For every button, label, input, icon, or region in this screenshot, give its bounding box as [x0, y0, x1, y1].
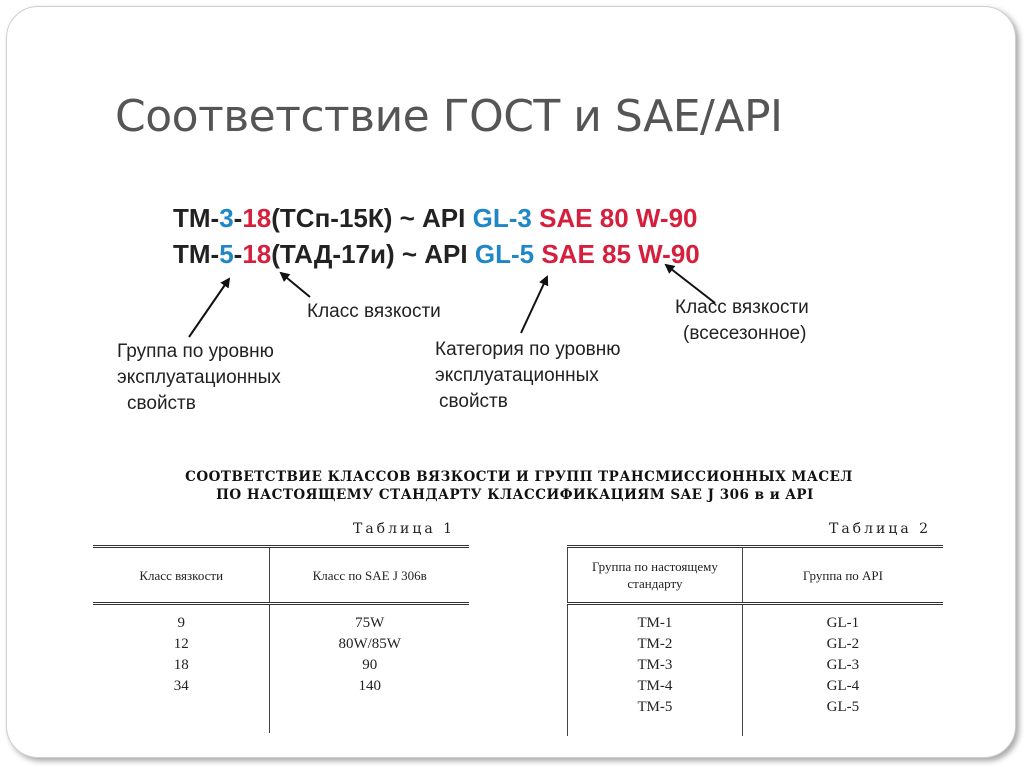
table1-cell: 12 — [93, 634, 270, 655]
code-sae-class: SAE 80 W-90 — [539, 203, 698, 233]
label-group-line2: эксплуатационных — [117, 367, 281, 388]
code-prefix: ТМ- — [173, 239, 220, 269]
code-api-category: GL-5 — [474, 239, 535, 269]
table-row — [93, 655, 469, 676]
arrow-viscosity-class — [281, 273, 310, 297]
code-viscosity-number: 18 — [242, 239, 272, 269]
arrow-api-category — [521, 277, 547, 333]
code-sae-class: SAE 85 W-90 — [541, 239, 700, 269]
table2-label: Таблица 2 — [829, 521, 932, 537]
table2-cell: GL-2 — [826, 636, 860, 652]
table-row — [93, 613, 469, 634]
table1-cell: 34 — [93, 676, 270, 697]
table-row — [568, 676, 944, 697]
label-viscosity-all-season-line2: (всесезонное) — [683, 323, 807, 344]
code-equivalent: (ТСп-15К) ~ API — [271, 203, 473, 233]
label-category-line1: Категория по уровню — [435, 339, 621, 360]
label-category-line2: эксплуатационных — [435, 365, 599, 386]
table2-cell: ТМ-4 — [568, 676, 743, 697]
label-viscosity-all-season-line1: Класс вязкости — [675, 297, 809, 318]
table2-cell: GL-4 — [826, 678, 860, 694]
code-group-number: 3 — [219, 203, 234, 233]
table-caption-line1: СООТВЕТСТВИЕ КЛАССОВ ВЯЗКОСТИ И ГРУПП ТРАНСМИССИОННЫХ МАСЕЛ — [185, 469, 853, 485]
table-api-groups — [567, 545, 943, 736]
table-row — [568, 634, 944, 655]
label-category-line3: свойств — [439, 391, 508, 412]
table-viscosity — [93, 545, 469, 733]
table2-header-api: Группа по API — [742, 547, 943, 604]
table1-cell: 90 — [362, 657, 378, 673]
table1-cell: 18 — [93, 655, 270, 676]
label-viscosity-class: Класс вязкости — [307, 301, 441, 322]
table2-cell: GL-5 — [826, 699, 860, 715]
table-row — [568, 655, 944, 676]
table1-header-sae: Класс по SAE J 306в — [270, 547, 469, 604]
table1-cell: 140 — [358, 678, 381, 694]
table-caption-line2: ПО НАСТОЯЩЕМУ СТАНДАРТУ КЛАССИФИКАЦИЯМ SAE J 306 в и API — [216, 487, 814, 503]
table1-label: Таблица 1 — [353, 521, 456, 537]
table2-header-group: Группа по настоящему стандарту — [568, 547, 743, 604]
arrow-group — [189, 279, 229, 337]
code-api-category: GL-3 — [472, 203, 532, 233]
code-group-number: 5 — [219, 239, 234, 269]
table-row — [568, 613, 944, 634]
table1-cell: 75W — [355, 615, 385, 631]
table1-cell: 9 — [93, 613, 270, 634]
table1-header-viscosity: Класс вязкости — [93, 547, 270, 604]
code-equivalent: (ТАД-17и) ~ API — [271, 239, 475, 269]
slide-title: Соответствие ГОСТ и SAE/API — [115, 91, 783, 142]
table1-cell: 80W/85W — [338, 636, 401, 652]
table-row — [93, 676, 469, 697]
code-prefix: ТМ- — [173, 203, 220, 233]
code-dash: - — [233, 203, 243, 233]
label-group-line1: Группа по уровню — [117, 341, 274, 362]
table2-cell: ТМ-3 — [568, 655, 743, 676]
slide — [6, 6, 1016, 758]
table2-cell: ТМ-1 — [568, 613, 743, 634]
table2-cell: GL-3 — [826, 657, 860, 673]
code-viscosity-number: 18 — [242, 203, 272, 233]
code-dash: - — [233, 239, 243, 269]
table-row — [93, 634, 469, 655]
table2-cell: ТМ-2 — [568, 634, 743, 655]
label-group-line3: свойств — [127, 393, 196, 414]
table2-cell: ТМ-5 — [568, 697, 743, 718]
table-row — [568, 697, 944, 718]
table2-cell: GL-1 — [826, 615, 860, 631]
